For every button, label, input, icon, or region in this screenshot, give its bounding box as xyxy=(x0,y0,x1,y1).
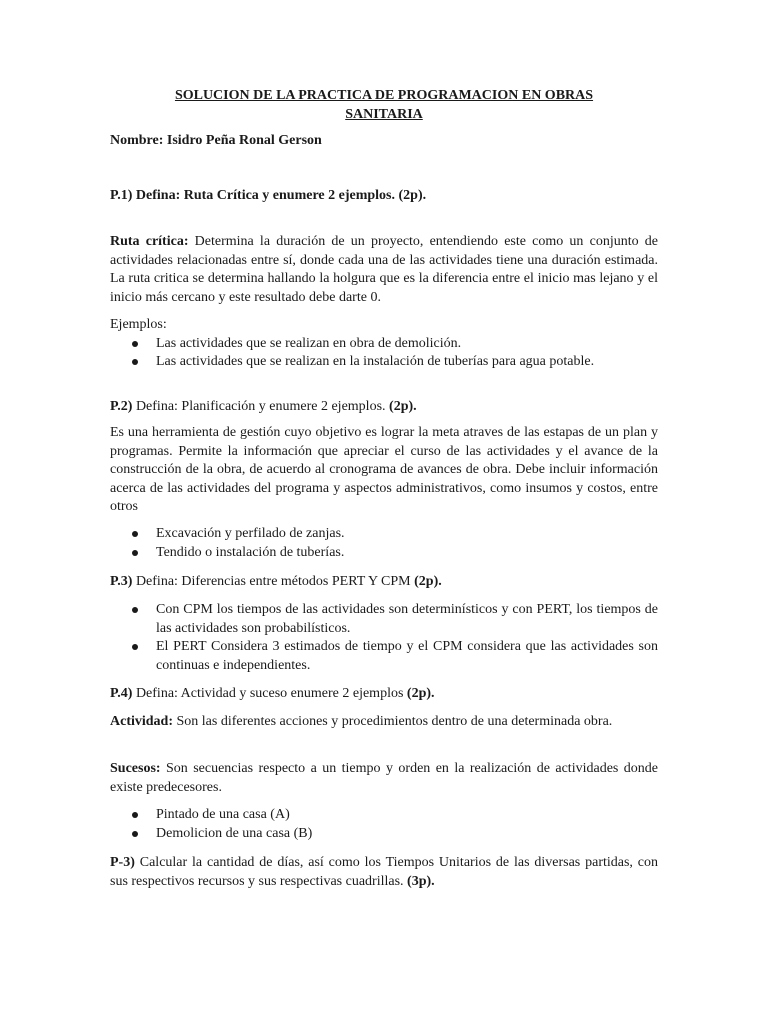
bullet-icon xyxy=(132,341,138,347)
list-item: El PERT Considera 3 estimados de tiempo y el CPM considera que las actividades son continuas e independientes. xyxy=(110,638,658,675)
examples-1 xyxy=(110,316,658,372)
bullet-icon xyxy=(132,644,138,650)
term-events: Sucesos: xyxy=(110,761,161,776)
bullet-icon xyxy=(132,831,138,837)
list-item: Tendido o instalación de tuberías. xyxy=(110,544,658,563)
term-critical-path: Ruta crítica: xyxy=(110,234,189,249)
answer-3 xyxy=(110,601,658,675)
examples-1-list xyxy=(110,335,658,372)
answer-2: Es una herramienta de gestión cuyo objetivo es lograr la meta atraves de las estapas de un plan y programas. Permite la información que apreciar el curso de las actividades y el avance de la construcción de la obra, de acuerdo al cronograma de avances de obra. Debe incluir información acerca de las actividades del programa y aspectos administrativos, como insumos y costos, entre otros xyxy=(110,425,658,514)
examples-2-list xyxy=(110,525,658,562)
examples-label: Ejemplos: xyxy=(110,317,167,332)
list-item: Las actividades que se realizan en obra de demolición. xyxy=(110,335,658,354)
answer-4-activity: Actividad: Son las diferentes acciones y procedimientos dentro de una determinada obra. xyxy=(110,714,613,729)
question-5: P-3) Calcular la cantidad de días, así como los Tiempos Unitarios de las diversas partidas, con sus respectivos recursos y sus respectivas cuadrillas. (3p). xyxy=(110,855,658,889)
answer-3-list xyxy=(110,601,658,675)
question-2: P.2) Defina: Planificación y enumere 2 ejemplos. (2p). xyxy=(110,399,417,414)
list-item: Las actividades que se realizan en la instalación de tuberías para agua potable. xyxy=(110,353,658,372)
document-title xyxy=(110,86,658,124)
list-item: Con CPM los tiempos de las actividades son determinísticos y con PERT, los tiempos de las actividades son probabilísticos. xyxy=(110,601,658,638)
answer-4-events: Sucesos: Son secuencias respecto a un tiempo y orden en la realización de actividades donde existe predecesores. xyxy=(110,761,658,795)
answer-1 xyxy=(110,233,658,307)
title-line-2: SANITARIA xyxy=(345,107,423,122)
list-item: Excavación y perfilado de zanjas. xyxy=(110,525,658,544)
examples-4 xyxy=(110,806,658,843)
bullet-icon xyxy=(132,550,138,556)
examples-2 xyxy=(110,525,658,562)
question-4: P.4) Defina: Actividad y suceso enumere 2 ejemplos (2p). xyxy=(110,686,435,701)
bullet-icon xyxy=(132,359,138,365)
question-1: P.1) Defina: Ruta Crítica y enumere 2 ejemplos. (2p). xyxy=(110,188,427,203)
bullet-icon xyxy=(132,812,138,818)
examples-4-list xyxy=(110,806,658,843)
term-activity: Actividad: xyxy=(110,714,173,729)
student-name: Nombre: Isidro Peña Ronal Gerson xyxy=(110,133,322,148)
question-3: P.3) Defina: Diferencias entre métodos PERT Y CPM (2p). xyxy=(110,574,442,589)
list-item: Pintado de una casa (A) xyxy=(110,806,658,825)
answer-1-text: Determina la duración de un proyecto, entendiendo este como un conjunto de actividades relacionadas entre sí, donde cada una de las actividades tiene una duración estimada. La ruta critica se determina hallando la holgura que es la diferencia entre el inicio mas lejano y el inicio más cercano y este resultado debe darte 0. xyxy=(110,234,658,305)
bullet-icon xyxy=(132,607,138,613)
title-line-1: SOLUCION DE LA PRACTICA DE PROGRAMACION EN OBRAS xyxy=(174,88,594,103)
list-item: Demolicion de una casa (B) xyxy=(110,825,658,844)
bullet-icon xyxy=(132,531,138,537)
